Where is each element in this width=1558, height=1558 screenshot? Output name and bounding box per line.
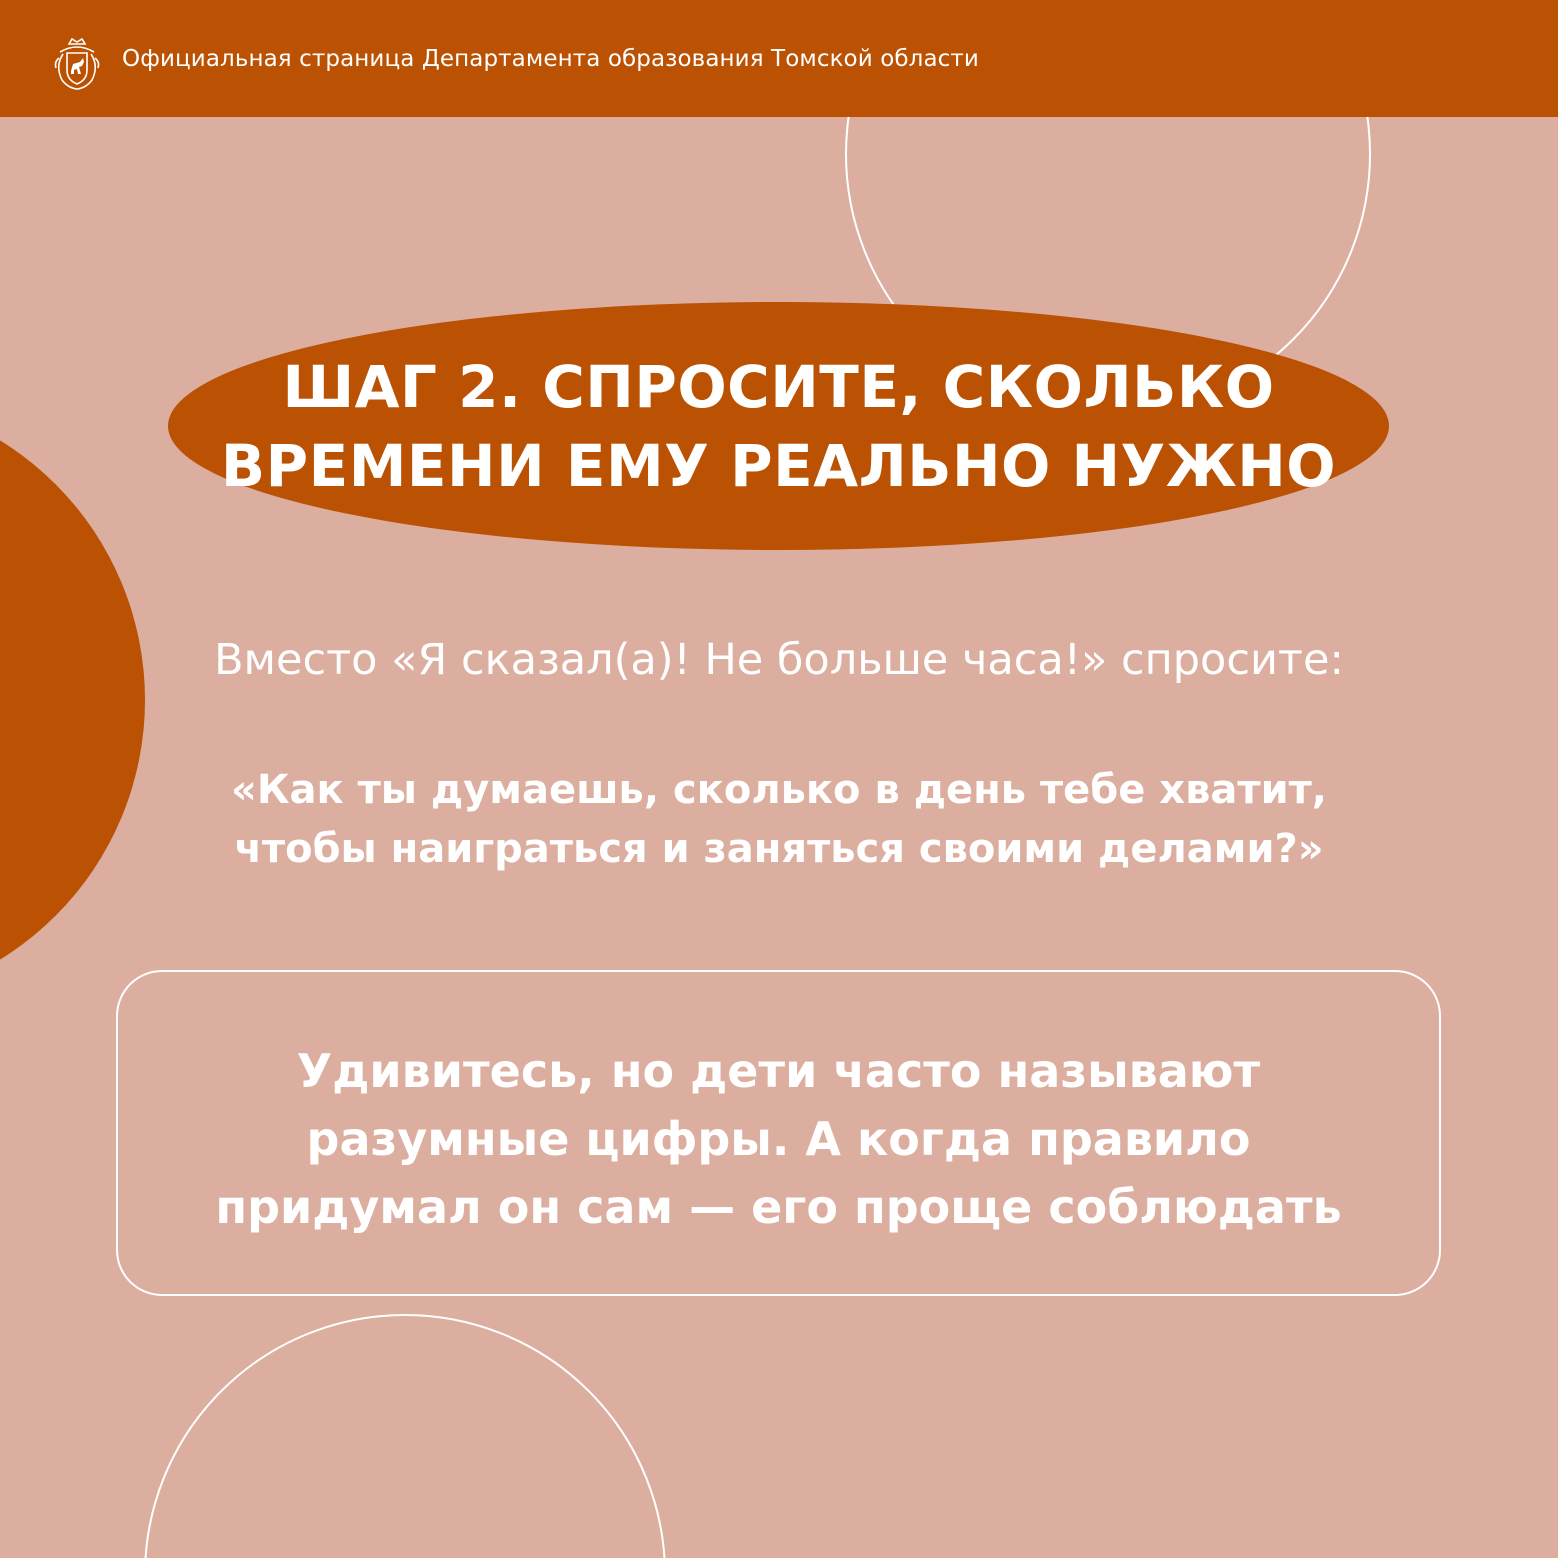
note-line: придумал он сам — его проще соблюдать	[215, 1180, 1342, 1234]
step-title-line: ВРЕМЕНИ ЕМУ РЕАЛЬНО НУЖНО	[220, 432, 1337, 500]
header-title: Официальная страница Департамента образования Томской области	[122, 46, 979, 72]
tomsk-oblast-coat-of-arms-icon	[50, 36, 104, 92]
question-line: чтобы наиграться и заняться своими делами?»	[234, 826, 1324, 872]
decor-outline-circle-bottom	[145, 1315, 665, 1558]
note-text	[116, 1037, 1441, 1241]
question-line: «Как ты думаешь, сколько в день тебе хватит,	[231, 767, 1327, 813]
decor-filled-circle-left	[0, 395, 145, 1005]
intro-text: Вместо «Я сказал(а)! Не больше часа!» спросите:	[214, 635, 1344, 685]
note-line: Удивитесь, но дети часто называют	[296, 1044, 1261, 1098]
question-quote	[0, 761, 1558, 879]
note-line: разумные цифры. А когда правило	[306, 1112, 1251, 1166]
step-title	[168, 348, 1389, 506]
header-bar	[0, 0, 1558, 117]
step-title-line: ШАГ 2. СПРОСИТЕ, СКОЛЬКО	[282, 353, 1275, 421]
